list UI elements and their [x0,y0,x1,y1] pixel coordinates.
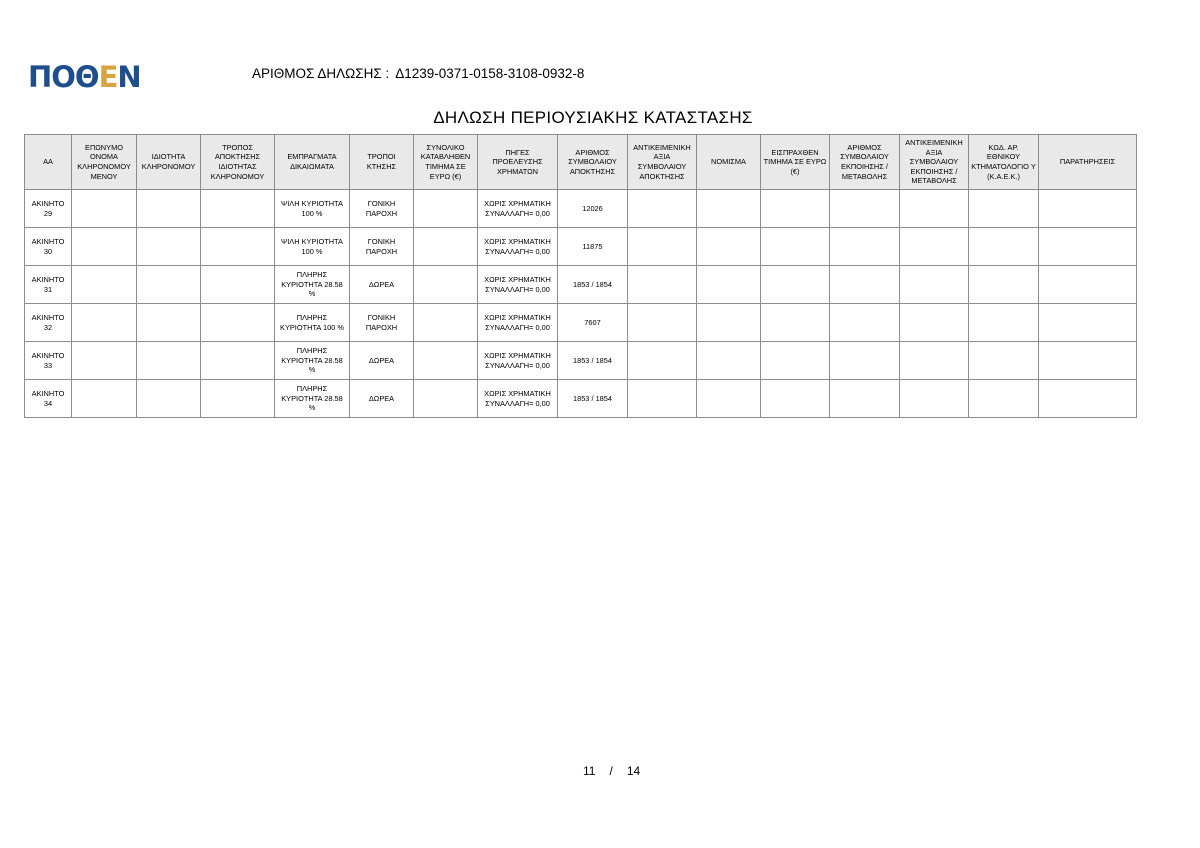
table-cell [137,228,201,266]
table-cell [201,266,275,304]
table-row [25,266,1137,304]
table-cell [969,380,1039,418]
table-cell: ΧΩΡΙΣ ΧΡΗΜΑΤΙΚΗ ΣΥΝΑΛΛΑΓΗ= 0,00 [478,304,558,342]
table-cell: ΑΚΙΝΗΤΟ 34 [25,380,72,418]
table-cell [414,380,478,418]
table-cell: ΑΚΙΝΗΤΟ 30 [25,228,72,266]
table-cell: 1853 / 1854 [558,342,628,380]
column-header: ΠΑΡΑΤΗΡΗΣΕΙΣ [1039,135,1137,190]
table-cell [761,190,830,228]
table-cell: ΠΛΗΡΗΣ ΚΥΡΙΟΤΗΤΑ 100 % [275,304,350,342]
table-cell [969,190,1039,228]
table-row [25,342,1137,380]
table-cell [697,342,761,380]
column-header: ΤΡΟΠΟΙ ΚΤΗΣΗΣ [350,135,414,190]
table-cell [900,380,969,418]
table-cell: 11875 [558,228,628,266]
table-cell [137,266,201,304]
column-header: ΚΩΔ. ΑΡ. ΕΘΝΙΚΟΥ ΚΤΗΜΑΤΟΛΟΓΙΟ Υ (Κ.Α.Ε.Κ.) [969,135,1039,190]
table-cell: ΨΙΛΗ ΚΥΡΙΟΤΗΤΑ 100 % [275,190,350,228]
table-cell [830,380,900,418]
table-cell [830,190,900,228]
column-header: ΠΗΓΕΣ ΠΡΟΕΛΕΥΣΗΣ ΧΡΗΜΑΤΩΝ [478,135,558,190]
page-title: ΔΗΛΩΣΗ ΠΕΡΙΟΥΣΙΑΚΗΣ ΚΑΤΑΣΤΑΣΗΣ [433,108,753,127]
page-number [583,764,640,778]
pothen-logo: ΠΟΘΕΝ [28,60,141,94]
table-cell: ΔΩΡΕΑ [350,266,414,304]
table-cell [628,266,697,304]
table-cell [414,304,478,342]
table-cell [1039,304,1137,342]
table-cell [201,190,275,228]
table-cell [969,342,1039,380]
column-header: ΤΡΟΠΟΣ ΑΠΟΚΤΗΣΗΣ ΙΔΙΟΤΗΤΑΣ ΚΛΗΡΟΝΟΜΟΥ [201,135,275,190]
table-body [25,190,1137,418]
current-page: 11 [583,764,596,778]
table-cell [414,228,478,266]
table-cell [1039,228,1137,266]
table-row [25,380,1137,418]
assets-table [24,134,1137,418]
column-header: ΑΑ [25,135,72,190]
table-cell [830,304,900,342]
column-header: ΕΙΣΠΡΑΧΘΕΝ ΤΙΜΗΜΑ ΣΕ ΕΥΡΩ (€) [761,135,830,190]
table-cell [830,228,900,266]
table-cell: 1853 / 1854 [558,266,628,304]
table-cell: ΠΛΗΡΗΣ ΚΥΡΙΟΤΗΤΑ 28.58 % [275,266,350,304]
table-cell [414,190,478,228]
column-header: ΑΝΤΙΚΕΙΜΕΝΙΚΗ ΑΞΙΑ ΣΥΜΒΟΛΑΙΟΥ ΕΚΠΟΙΗΣΗΣ / ΜΕΤΑΒΟΛΗΣ [900,135,969,190]
table-cell [697,266,761,304]
table-cell [72,190,137,228]
table-cell: ΓΟΝΙΚΗ ΠΑΡΟΧΗ [350,228,414,266]
header-row [25,135,1137,190]
table-cell [1039,380,1137,418]
table-cell: ΓΟΝΙΚΗ ΠΑΡΟΧΗ [350,304,414,342]
table-row [25,304,1137,342]
table-cell [830,342,900,380]
table-cell [1039,190,1137,228]
table-cell: ΧΩΡΙΣ ΧΡΗΜΑΤΙΚΗ ΣΥΝΑΛΛΑΓΗ= 0,00 [478,266,558,304]
table-cell [72,380,137,418]
table-cell [761,266,830,304]
table-header [25,135,1137,190]
page-separator: / [609,764,613,778]
table-cell [697,380,761,418]
table-row [25,228,1137,266]
table-cell [201,380,275,418]
table-cell [628,342,697,380]
table-cell: ΧΩΡΙΣ ΧΡΗΜΑΤΙΚΗ ΣΥΝΑΛΛΑΓΗ= 0,00 [478,342,558,380]
table-cell [761,228,830,266]
table-cell: ΑΚΙΝΗΤΟ 29 [25,190,72,228]
table-cell: ΠΛΗΡΗΣ ΚΥΡΙΟΤΗΤΑ 28.58 % [275,380,350,418]
table-cell [137,342,201,380]
table-cell [628,380,697,418]
total-pages: 14 [626,764,641,778]
column-header: ΕΠΩΝΥΜΟ ΟΝΟΜΑ ΚΛΗΡΟΝΟΜΟΥ ΜΕΝΟΥ [72,135,137,190]
column-header: ΝΟΜΙΣΜΑ [697,135,761,190]
table-cell: ΓΟΝΙΚΗ ΠΑΡΟΧΗ [350,190,414,228]
table-cell [697,304,761,342]
table-cell [72,342,137,380]
table-cell [1039,342,1137,380]
table-cell [1039,266,1137,304]
declaration-number-label: ΑΡΙΘΜΟΣ ΔΗΛΩΣΗΣ : [252,66,390,81]
table-cell: ΑΚΙΝΗΤΟ 32 [25,304,72,342]
table-cell [761,304,830,342]
table-cell [137,190,201,228]
table-cell [628,228,697,266]
table-cell [72,228,137,266]
column-header: ΣΥΝΟΛΙΚΟ ΚΑΤΑΒΛΗΘΕΝ ΤΙΜΗΜΑ ΣΕ ΕΥΡΩ (€) [414,135,478,190]
table-cell: ΔΩΡΕΑ [350,342,414,380]
table-cell [969,228,1039,266]
declaration-number-value: Δ1239-0371-0158-3108-0932-8 [395,66,585,81]
table-cell: ΑΚΙΝΗΤΟ 33 [25,342,72,380]
table-cell [628,190,697,228]
table-cell: ΔΩΡΕΑ [350,380,414,418]
column-header: ΑΡΙΘΜΟΣ ΣΥΜΒΟΛΑΙΟΥ ΕΚΠΟΙΗΣΗΣ /ΜΕΤΑΒΟΛΗΣ [830,135,900,190]
table-cell [697,228,761,266]
table-cell [72,266,137,304]
table-cell [830,266,900,304]
table-cell [414,342,478,380]
table-cell: 1853 / 1854 [558,380,628,418]
table-cell [900,266,969,304]
table-cell [761,380,830,418]
table-cell [969,304,1039,342]
table-cell: ΠΛΗΡΗΣ ΚΥΡΙΟΤΗΤΑ 28.58 % [275,342,350,380]
table-cell: ΧΩΡΙΣ ΧΡΗΜΑΤΙΚΗ ΣΥΝΑΛΛΑΓΗ= 0,00 [478,228,558,266]
table-cell: ΨΙΛΗ ΚΥΡΙΟΤΗΤΑ 100 % [275,228,350,266]
table-cell [697,190,761,228]
table-cell [969,266,1039,304]
declaration-number [252,66,584,81]
column-header: ΑΡΙΘΜΟΣ ΣΥΜΒΟΛΑΙΟΥ ΑΠΟΚΤΗΣΗΣ [558,135,628,190]
table-cell: ΧΩΡΙΣ ΧΡΗΜΑΤΙΚΗ ΣΥΝΑΛΛΑΓΗ= 0,00 [478,190,558,228]
table-row [25,190,1137,228]
table-cell: ΧΩΡΙΣ ΧΡΗΜΑΤΙΚΗ ΣΥΝΑΛΛΑΓΗ= 0,00 [478,380,558,418]
table-cell [201,304,275,342]
table-cell: 12026 [558,190,628,228]
table-cell [761,342,830,380]
column-header: ΑΝΤΙΚΕΙΜΕΝΙΚΗ ΑΞΙΑ ΣΥΜΒΟΛΑΙΟΥ ΑΠΟΚΤΗΣΗΣ [628,135,697,190]
table-cell [414,266,478,304]
column-header: ΕΜΠΡΑΓΜΑΤΑ ΔΙΚΑΙΩΜΑΤΑ [275,135,350,190]
table-cell [201,228,275,266]
table-cell [900,228,969,266]
table-cell [201,342,275,380]
table-cell [628,304,697,342]
table-cell: 7607 [558,304,628,342]
table-cell [137,304,201,342]
table-cell: ΑΚΙΝΗΤΟ 31 [25,266,72,304]
table-cell [900,304,969,342]
table-cell [900,342,969,380]
table-cell [72,304,137,342]
column-header: ΙΔΙΟΤΗΤΑ ΚΛΗΡΟΝΟΜΟΥ [137,135,201,190]
table-cell [900,190,969,228]
table-cell [137,380,201,418]
